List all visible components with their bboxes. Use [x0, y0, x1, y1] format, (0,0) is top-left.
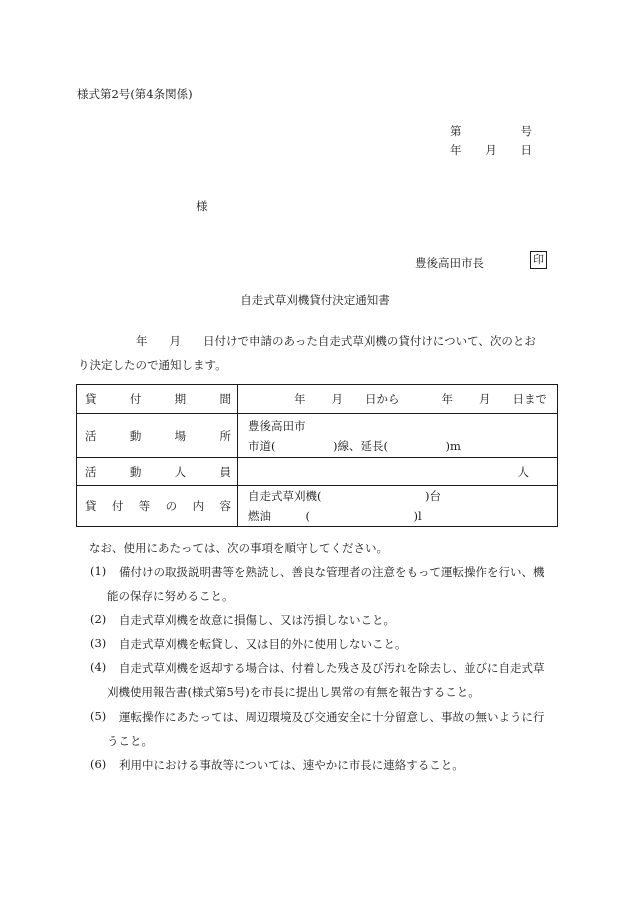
table-row: [77, 486, 558, 527]
value-activity-location: 豊後高田市 市道( )線、延長( )m: [238, 414, 558, 458]
intro-line-1: [78, 333, 536, 349]
issuer-title: 豊後高田市長: [415, 256, 484, 270]
label-activity-personnel: 活 動 人 員: [77, 458, 238, 486]
date-year: 年: [450, 143, 462, 157]
label-loan-period: 貸 付 期 間: [77, 385, 238, 414]
label-loan-contents: 貸 付 等 の 内 容: [77, 486, 238, 527]
date-month: 月: [485, 143, 497, 157]
form-number: 様式第2号(第4条関係): [77, 87, 193, 101]
intro-line1-text: 日付けで申請のあった自走式草刈機の貸付けについて、次のとお: [203, 334, 536, 348]
date-day: 日: [520, 143, 532, 157]
intro-month: 月: [169, 334, 181, 348]
table-row: [77, 458, 558, 486]
value-loan-contents: 自走式草刈機( )台 燃油 ( )l: [238, 486, 558, 527]
reference-number-line: [450, 123, 532, 139]
loan-info-table: [76, 384, 558, 527]
value-loan-period: 年 月 日から 年 月 日まで: [238, 385, 558, 414]
notice-intro: なお、使用にあたっては、次の事項を順守してください。: [89, 541, 388, 555]
ref-prefix: 第: [450, 124, 462, 138]
addressee-suffix: 様: [196, 199, 208, 213]
table-row: [77, 414, 558, 458]
date-line: [450, 142, 532, 158]
label-activity-location: 活 動 場 所: [77, 414, 238, 458]
ref-suffix: 号: [520, 124, 532, 138]
seal-mark: 印: [530, 251, 547, 269]
value-activity-personnel: 人: [238, 458, 558, 486]
intro-year: 年: [136, 334, 148, 348]
table-row: [77, 385, 558, 414]
document-title: 自走式草刈機貸付決定通知書: [240, 293, 390, 307]
intro-line-2: り決定したので通知します。: [78, 358, 227, 372]
